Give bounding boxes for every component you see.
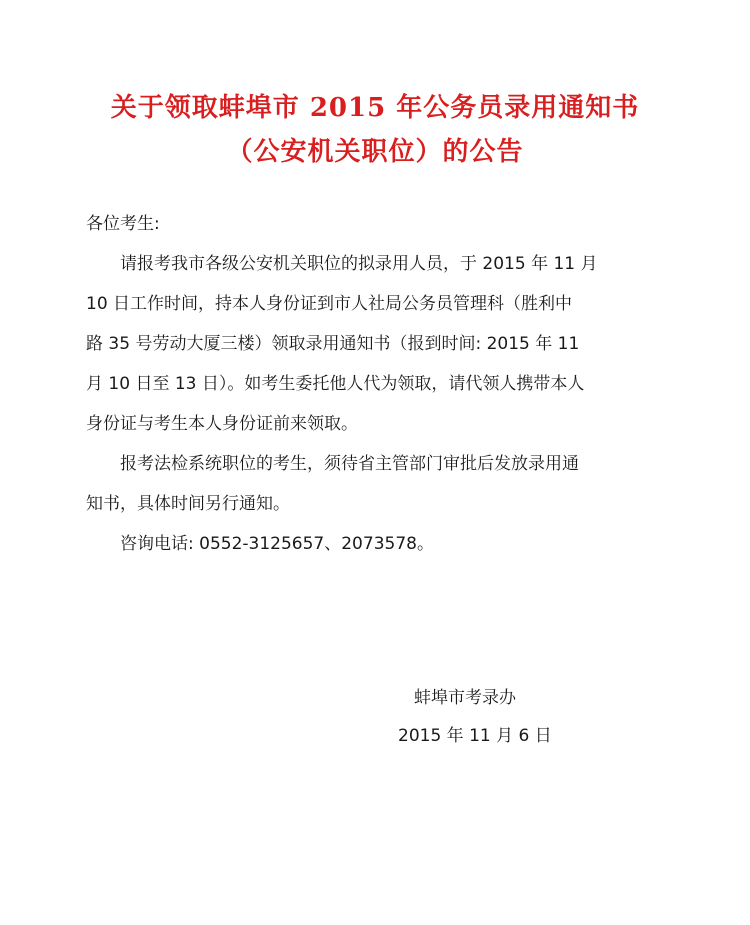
notice-title-line-1: 关于领取蚌埠市 2015 年公务员录用通知书 (110, 93, 640, 123)
paragraph-pickup-instructions (86, 244, 666, 444)
signature-organization: 蚌埠市考录办 (414, 688, 516, 708)
salutation: 各位考生: (86, 214, 160, 234)
notice-title-line-2: （公安机关职位）的公告 (226, 137, 524, 167)
paragraph-line: 请报考我市各级公安机关职位的拟录用人员，于 2015 年 11 月 (120, 254, 598, 274)
paragraph-line: 10 日工作时间，持本人身份证到市人社局公务员管理科（胜利中 (86, 294, 573, 314)
paragraph-line: 身份证与考生本人身份证前来领取。 (86, 414, 358, 434)
paragraph-line: 报考法检系统职位的考生，须待省主管部门审批后发放录用通 (120, 454, 579, 474)
contact-phone-line: 咨询电话: 0552-3125657、2073578。 (120, 534, 434, 554)
paragraph-court-procuratorate (86, 444, 666, 524)
paragraph-contact-phone (86, 524, 666, 564)
paragraph-line: 路 35 号劳动大厦三楼）领取录用通知书（报到时间: 2015 年 11 (86, 334, 580, 354)
signature-date: 2015 年 11 月 6 日 (398, 726, 552, 746)
paragraph-line: 月 10 日至 13 日）。如考生委托他人代为领取，请代领人携带本人 (86, 374, 585, 394)
paragraph-line: 知书，具体时间另行通知。 (86, 494, 290, 514)
